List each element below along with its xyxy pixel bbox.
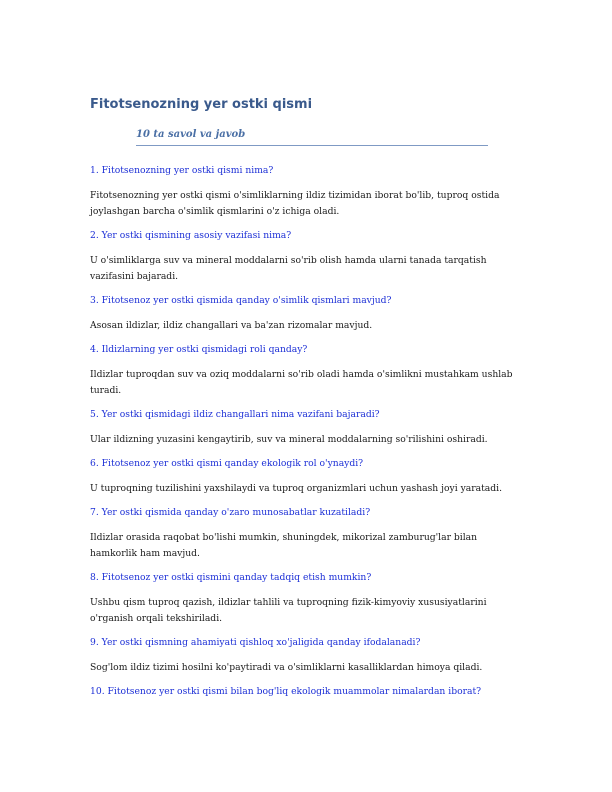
qa-item-10: [90, 685, 526, 698]
answer-2: U o'simliklarga suv va mineral moddalarni so'rib olish hamda ularni tanada tarqatish vazifasini bajaradi.: [90, 255, 487, 282]
question-8: 8. Fitotsenoz yer ostki qismini qanday tadqiq etish mumkin?: [90, 572, 372, 583]
document-subtitle: 10 ta savol va javob: [136, 129, 246, 140]
answer-4: Ildizlar tuproqdan suv va oziq moddalarni so'rib oladi hamda o'simlikni mustahkam ushlab turadi.: [90, 369, 513, 396]
answer-1: Fitotsenozning yer ostki qismi o'simliklarning ildiz tizimidan iborat bo'lib, tuproq ostida joylashgan barcha o'simlik qismlarini o'z ichiga oladi.: [90, 190, 500, 217]
question-4: 4. Ildizlarning yer ostki qismidagi roli qanday?: [90, 344, 308, 355]
answer-9: Sog'lom ildiz tizimi hosilni ko'paytiradi va o'simliklarni kasalliklardan himoya qiladi.: [90, 662, 483, 673]
answer-8: Ushbu qism tuproq qazish, ildizlar tahlili va tuproqning fizik-kimyoviy xususiyatlarini o'rganish orqali tekshiriladi.: [90, 597, 487, 624]
qa-item-1: [90, 164, 526, 220]
question-5: 5. Yer ostki qismidagi ildiz changallari nima vazifani bajaradi?: [90, 409, 380, 420]
document-title: Fitotsenozning yer ostki qismi: [90, 97, 313, 112]
question-6: 6. Fitotsenoz yer ostki qismi qanday ekologik rol o'ynaydi?: [90, 458, 364, 469]
question-9: 9. Yer ostki qismning ahamiyati qishloq xo'jaligida qanday ifodalanadi?: [90, 637, 421, 648]
question-7: 7. Yer ostki qismida qanday o'zaro munosabatlar kuzatiladi?: [90, 507, 371, 518]
question-10: 10. Fitotsenoz yer ostki qismi bilan bog'liq ekologik muammolar nimalardan iborat?: [90, 686, 482, 697]
qa-item-8: [90, 571, 526, 627]
answer-3: Asosan ildizlar, ildiz changallari va ba'zan rizomalar mavjud.: [90, 320, 373, 331]
qa-item-4: [90, 343, 526, 399]
answer-6: U tuproqning tuzilishini yaxshilaydi va tuproq organizmlari uchun yashash joyi yaratadi.: [90, 483, 503, 494]
qa-item-2: [90, 229, 526, 285]
answer-5: Ular ildizning yuzasini kengaytirib, suv va mineral moddalarning so'rilishini oshiradi.: [90, 434, 488, 445]
question-3: 3. Fitotsenoz yer ostki qismida qanday o'simlik qismlari mavjud?: [90, 295, 392, 306]
qa-item-3: [90, 294, 526, 334]
qa-item-7: [90, 506, 526, 562]
subtitle-rule: [136, 128, 488, 146]
question-1: 1. Fitotsenozning yer ostki qismi nima?: [90, 165, 274, 176]
qa-item-6: [90, 457, 526, 497]
answer-7: Ildizlar orasida raqobat bo'lishi mumkin, shuningdek, mikorizal zamburug'lar bilan hamkorlik ham mavjud.: [90, 532, 478, 559]
qa-item-9: [90, 636, 526, 676]
question-2: 2. Yer ostki qismining asosiy vazifasi nima?: [90, 230, 292, 241]
qa-item-5: [90, 408, 526, 448]
